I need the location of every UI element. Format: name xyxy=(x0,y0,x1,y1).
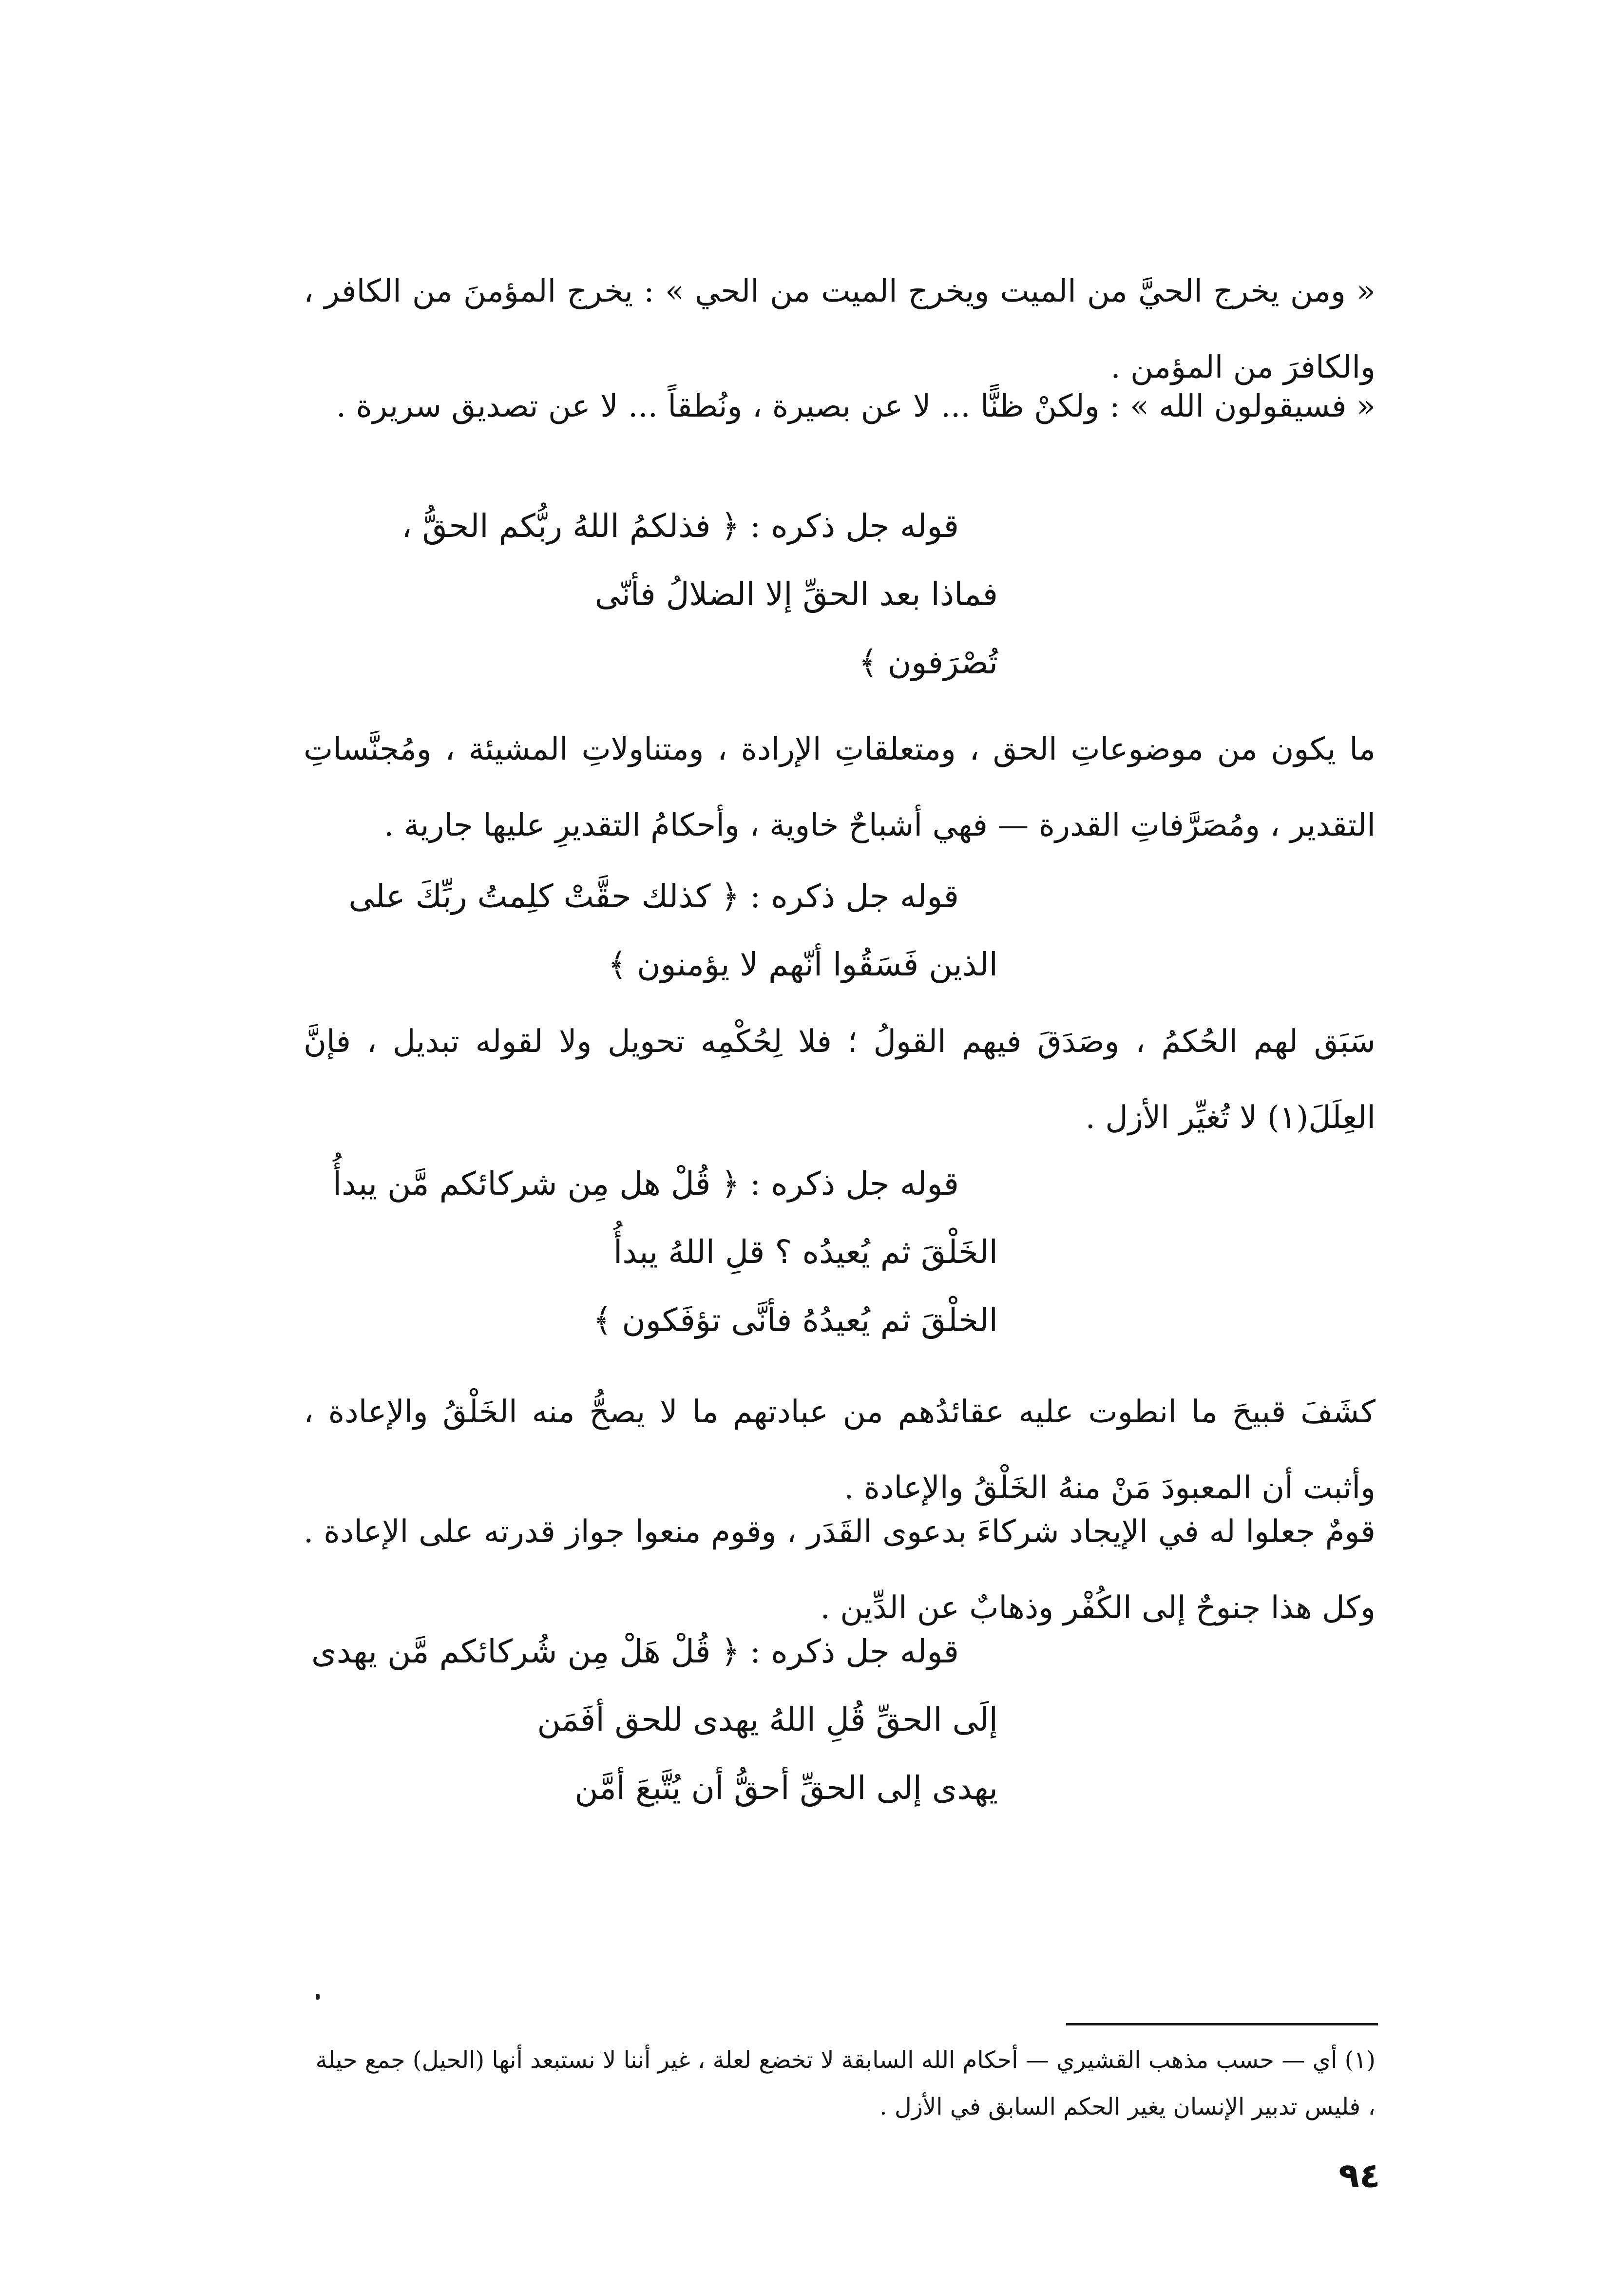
scan-speck xyxy=(316,1994,320,2000)
paragraph-3: ما يكون من موضوعاتِ الحق ، ومتعلقاتِ الإرادة ، ومتناولاتِ المشيئة ، ومُجنَّساتِ التقدير ، ومُصَرَّفاتِ القدرة — فهي أشباحٌ خاوية ، وأحكامُ التقديرِ عليها جارية . xyxy=(304,731,1376,843)
verse-1-line-1: قوله جل ذكره : ﴿ فذلكمُ اللهُ ربُّكم الحقُّ ، xyxy=(401,507,959,545)
footnote-separator xyxy=(1066,2023,1378,2025)
verse-4-line-1: قوله جل ذكره : ﴿ قُلْ هَلْ مِن شُركائكم مَّن يهدى xyxy=(311,1633,959,1670)
paragraph-1: « ومن يخرج الحيَّ من الميت ويخرج الميت من الحي » : يخرج المؤمنَ من الكافر ، والكافرَ من المؤمن . xyxy=(304,273,1376,385)
paragraph-5: كشَفَ قبيحَ ما انطوت عليه عقائدُهم من عبادتهم ما لا يصحُّ منه الخَلْقُ والإعادة ، وأثبت أن المعبودَ مَنْ منهُ الخَلْقُ والإعادة . xyxy=(304,1394,1376,1506)
footnote: (١) أي — حسب مذهب القشيري — أحكام الله السابقة لا تخضع لعلة ، غير أننا لا نستبعد أنها (الحيل) جمع حيلة ، فليس تدبير الإنسان يغير الحكم السابق في الأزل . xyxy=(315,2046,1376,2120)
verse-3-line-3: الخلْقَ ثم يُعيدُهُ فأنَّى تؤفَكون ﴾ xyxy=(592,1301,998,1339)
verse-2-line-1: قوله جل ذكره : ﴿ كذلك حقَّتْ كلِمتُ ربِّكَ على xyxy=(348,878,959,915)
verse-4-line-3: يهدى إلى الحقِّ أحقُّ أن يُتَّبعَ أمَّن xyxy=(574,1769,998,1807)
paragraph-2: « فسيقولون الله » : ولكنْ ظنًّا ... لا عن بصيرة ، ونُطقاً ... لا عن تصديق سريرة . xyxy=(336,388,1376,424)
page-number: ٩٤ xyxy=(1338,2156,1380,2196)
verse-1-line-2: فماذا بعد الحقِّ إلا الضلالُ فأنّى xyxy=(594,575,998,613)
verse-3-line-1: قوله جل ذكره : ﴿ قُلْ هل مِن شركائكم مَّن يبدأُ xyxy=(332,1165,959,1203)
paragraph-6: قومٌ جعلوا له في الإيجاد شركاءَ بدعوى القَدَر ، وقوم منعوا جواز قدرته على الإعادة . وكل هذا جنوحٌ إلى الكُفْر وذهابٌ عن الدِّين . xyxy=(304,1514,1376,1626)
verse-1-line-3: تُصْرَفون ﴾ xyxy=(859,644,998,681)
verse-2-line-2: الذين فَسَقُوا أنّهم لا يؤمنون ﴾ xyxy=(608,946,998,983)
verse-3-line-2: الخَلْقَ ثم يُعيدُه ؟ قلِ اللهُ يبدأُ xyxy=(613,1233,998,1271)
paragraph-4: سَبَق لهم الحُكمُ ، وصَدَقَ فيهم القولُ ؛ فلا لِحُكْمِه تحويل ولا لقوله تبديل ، فإنَّ العِلَلَ(١) لا تُغيِّر الأزل . xyxy=(304,1024,1376,1136)
verse-4-line-2: إلَى الحقِّ قُلِ اللهُ يهدى للحق أفَمَن xyxy=(537,1701,998,1738)
